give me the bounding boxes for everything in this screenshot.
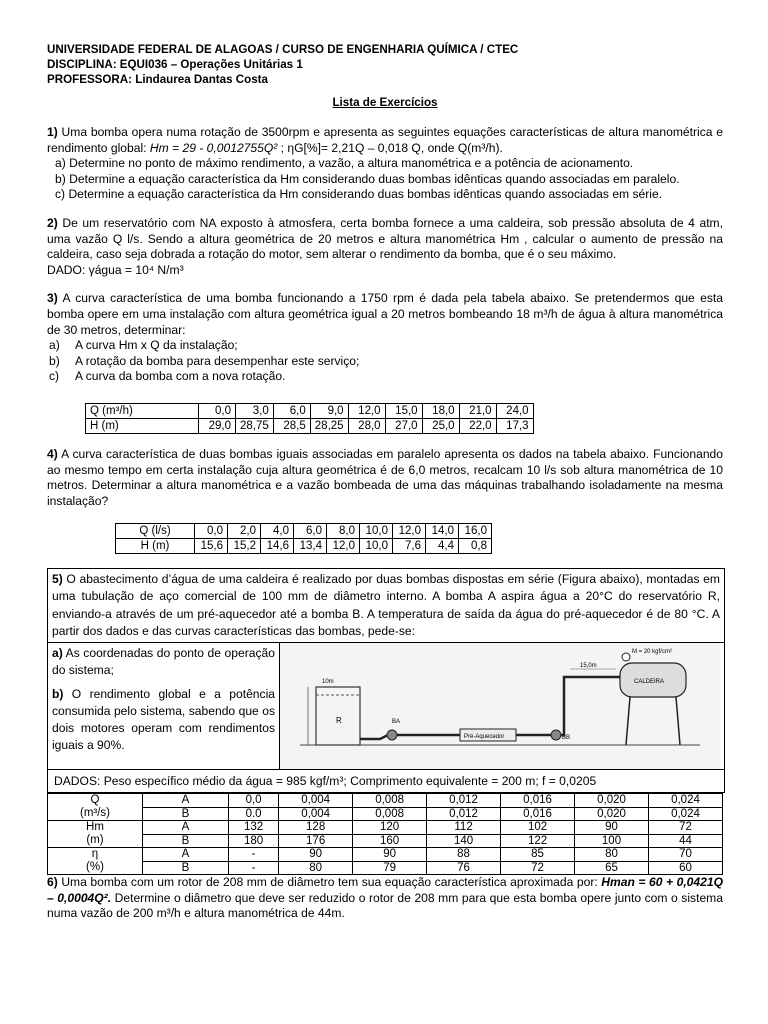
page-title: Lista de Exercícios — [332, 96, 438, 109]
list-item: c) Determine a equação característica da Hm considerando duas bombas idênticas quando associadas em série. — [55, 187, 663, 202]
boiler-label: CALDEIRA — [634, 679, 665, 686]
list-item: c) A curva da bomba com a nova rotação. — [49, 369, 286, 384]
question-number: 1) — [47, 125, 58, 139]
list-item: a) Determine no ponto de máximo rendimento, a vazão, a altura manométrica e a potência de acionamento. — [55, 156, 634, 171]
system-figure — [280, 643, 724, 769]
table-q4 — [115, 523, 492, 554]
distance-label: 15,0m — [580, 663, 597, 670]
table-q3 — [85, 403, 534, 434]
pressure-label: M = 20 kgf/cm² — [632, 649, 672, 656]
question-text: O abastecimento d’água de uma caldeira é realizado por duas bombas dispostas em série (Figura abaixo), montadas em uma tubulação de aço comercial de 100 mm de diâmetro interno. A bomba A aspira água a 20°C do reservatório R, enviando-a através de um pré-aquecedor até a bomba B. A temperatura de saída da água do pré-aquecedor é de 80 °C. A partir dos dados e das curvas características das bombas, pede-se: — [52, 572, 720, 638]
table-row: Hm (m) A 132 128 120 112 102 90 72 — [48, 821, 723, 835]
question-1-items — [47, 156, 723, 203]
list-item: b) O rendimento global e a potência consumida pelo sistema, sabendo que os dois motores operam com rendimentos iguais a 90%. — [52, 686, 275, 753]
question-3-items — [47, 338, 723, 385]
question-given: DADO: γágua = 10⁴ N/m³ — [47, 262, 184, 277]
table-row: H (m) 29,0 28,75 28,5 28,25 28,0 27,0 25,0 22,0 17,3 — [86, 418, 534, 433]
question-text-2: Determine o diâmetro que deve ser reduzido o rotor de 208 mm para que esta bomba opere junto com o sistema numa vazão de 200 m³/h e altura manométrica de 44m. — [47, 890, 723, 921]
pump-b-icon — [551, 730, 561, 740]
question-5 — [48, 569, 724, 642]
pump-system-diagram — [280, 643, 720, 769]
q-header: Q (m³/s) — [48, 794, 143, 821]
table-row: η (%) A - 90 90 88 85 80 70 — [48, 848, 723, 862]
list-item: a) A curva Hm x Q da instalação; — [49, 338, 238, 353]
question-text: A curva característica de uma bomba funcionando a 1750 rpm é dada pela tabela abaixo. Se pretendermos que esta bomba opere em uma instalação com altura geométrica igual a 20 metros bombeando 18 m³/h de água à altura manométrica de 30 metros, determinar: — [47, 291, 723, 337]
table-row: H (m) 15,6 15,2 14,6 13,4 12,0 10,0 7,6 4,4 0,8 — [116, 539, 492, 554]
header-discipline: DISCIPLINA: EQUI036 – Operações Unitárias 1 — [47, 58, 303, 71]
question-number: 3) — [47, 291, 58, 306]
question-5-items — [48, 643, 280, 769]
reservoir-label: R — [336, 716, 342, 726]
table-row: B 180 176 160 140 122 100 44 — [48, 834, 723, 848]
table-row: Q (l/s) 0,0 2,0 4,0 6,0 8,0 10,0 12,0 14,0 16,0 — [116, 524, 492, 539]
pump-a-label: BA — [392, 719, 401, 726]
question-3 — [47, 291, 723, 338]
question-5-data: DADOS: Peso específico médio da água = 985 kgf/m³; Comprimento equivalente = 200 m; f = 0,0205 — [48, 769, 724, 792]
question-4 — [47, 447, 723, 509]
preheater-label: Pré-Aquecedor — [464, 734, 505, 741]
eta-header: η (%) — [48, 848, 143, 875]
hm-header: Hm (m) — [48, 821, 143, 848]
question-text: Uma bomba com um rotor de 208 mm de diâmetro tem sua equação característica aproximada por: — [61, 875, 598, 890]
pump-b-label: BB — [562, 735, 571, 742]
equation-hm: Hm = 29 - 0,0012755Q² — [149, 140, 278, 155]
header-university: UNIVERSIDADE FEDERAL DE ALAGOAS / CURSO DE ENGENHARIA QUÍMICA / CTEC — [47, 43, 519, 56]
pressure-gauge-icon — [622, 653, 630, 661]
pump-a-icon — [387, 730, 397, 740]
list-item: b) A rotação da bomba para desempenhar este serviço; — [49, 353, 360, 368]
document-page — [47, 42, 723, 922]
question-5-body — [48, 642, 724, 769]
question-number: 5) — [52, 572, 63, 587]
question-text: De um reservatório com NA exposto à atmosfera, certa bomba fornece a uma caldeira, sob pressão absoluta de 4 atm, uma vazão Q l/s. Sendo a altura geométrica de 20 metros e altura manométrica Hm , calcular o aumento de pressão na caldeira, caso seja dobrada a rotação do motor, sem alterar o rendimento da bomba, que é o seu máximo. — [47, 215, 723, 262]
question-number: 4) — [47, 446, 58, 461]
question-number: 2) — [47, 215, 58, 230]
document-header — [47, 42, 723, 87]
question-1 — [47, 125, 723, 156]
equation-hman: Hman = 60 + 0,0421Q – 0,0004Q². — [47, 875, 723, 905]
table-row: B - 80 79 76 72 65 60 — [48, 861, 723, 875]
table-row: Q (m³/s) A 0,0 0,004 0,008 0,012 0,016 0,020 0,024 — [48, 794, 723, 808]
header-professor: PROFESSORA: Lindaurea Dantas Costa — [47, 73, 268, 86]
table-row: B 0.0 0,004 0,008 0,012 0,016 0,020 0,024 — [48, 807, 723, 821]
question-text: A curva característica de duas bombas iguais associadas em paralelo apresenta os dados na tabela abaixo. Funcionando ao mesmo tempo em certa instalação cuja altura geométrica é de 6,0 metros, recalcam 10 l/s sob altura manométrica de 10 metros. Determinar a altura manométrica e a vazão bombeada de uma das máquinas trabalhando isoladamente na mesma instalação? — [47, 446, 723, 508]
question-2 — [47, 216, 723, 278]
question-5-box — [47, 568, 725, 793]
pump-curve-table — [47, 793, 723, 875]
question-text: Uma bomba opera numa rotação de 3500rpm e apresenta as seguintes equações características de altura manométrica e rendimento global: — [47, 125, 723, 155]
list-item: b) Determine a equação característica da Hm considerando duas bombas idênticas quando associadas em paralelo. — [55, 171, 680, 186]
list-item: a) As coordenadas do ponto de operação do sistema; — [52, 646, 275, 678]
table-row: Q (m³/h) 0,0 3,0 6,0 9,0 12,0 15,0 18,0 21,0 24,0 — [86, 403, 534, 418]
reservoir-height-label: 10m — [322, 679, 334, 686]
equation-eta: ; ηG[%]= 2,21Q – 0,018 Q, onde Q(m³/h). — [280, 140, 503, 155]
question-6 — [47, 875, 723, 922]
question-number: 6) — [47, 875, 58, 890]
